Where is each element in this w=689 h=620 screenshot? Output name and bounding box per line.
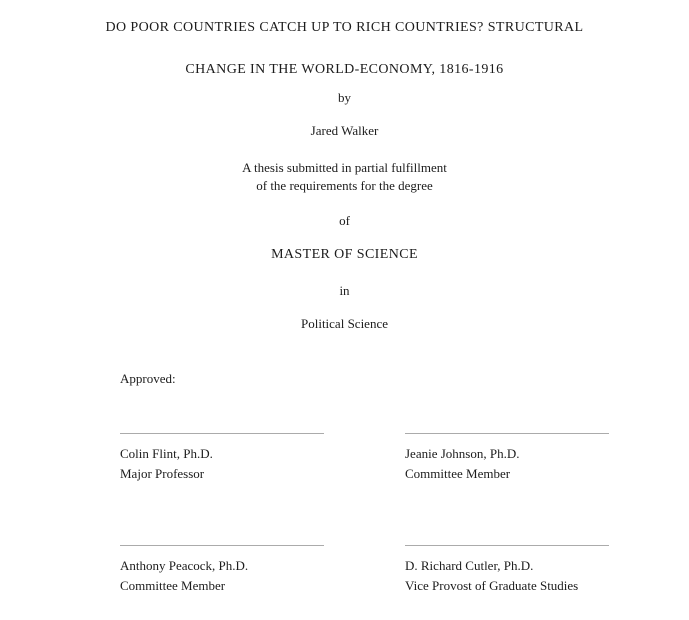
signature-block-vice-provost xyxy=(405,545,609,596)
signature-role: Vice Provost of Graduate Studies xyxy=(405,578,579,593)
signature-role: Committee Member xyxy=(405,466,511,481)
signature-name: Colin Flint, Ph.D. xyxy=(120,446,213,461)
field-of-study: Political Science xyxy=(300,316,388,331)
signature-name: Jeanie Johnson, Ph.D. xyxy=(405,446,520,461)
signature-line xyxy=(120,433,324,434)
byline-label: by xyxy=(338,90,351,105)
thesis-statement-line-2: of the requirements for the degree xyxy=(256,178,433,193)
approved-label: Approved: xyxy=(120,371,176,386)
thesis-statement xyxy=(0,159,689,195)
signature-line xyxy=(120,545,324,546)
thesis-statement-line-1: A thesis submitted in partial fulfillment xyxy=(242,160,447,175)
page-title-line-1: DO POOR COUNTRIES CATCH UP TO RICH COUNTRIES? STRUCTURAL xyxy=(105,20,584,35)
signature-name: D. Richard Cutler, Ph.D. xyxy=(405,558,534,573)
signature-block-major-professor xyxy=(120,433,324,484)
signature-line xyxy=(405,545,609,546)
signature-block-committee-member-2 xyxy=(120,545,324,596)
signature-block-committee-member-1 xyxy=(405,433,609,484)
page-title-line-2: CHANGE IN THE WORLD-ECONOMY, 1816-1916 xyxy=(185,62,504,77)
signature-role: Committee Member xyxy=(120,578,226,593)
signature-name: Anthony Peacock, Ph.D. xyxy=(120,558,249,573)
signature-role: Major Professor xyxy=(120,466,205,481)
signature-line xyxy=(405,433,609,434)
of-label: of xyxy=(339,213,350,228)
degree-name: MASTER OF SCIENCE xyxy=(271,247,418,262)
author-name: Jared Walker xyxy=(310,123,379,138)
in-label: in xyxy=(339,283,350,298)
